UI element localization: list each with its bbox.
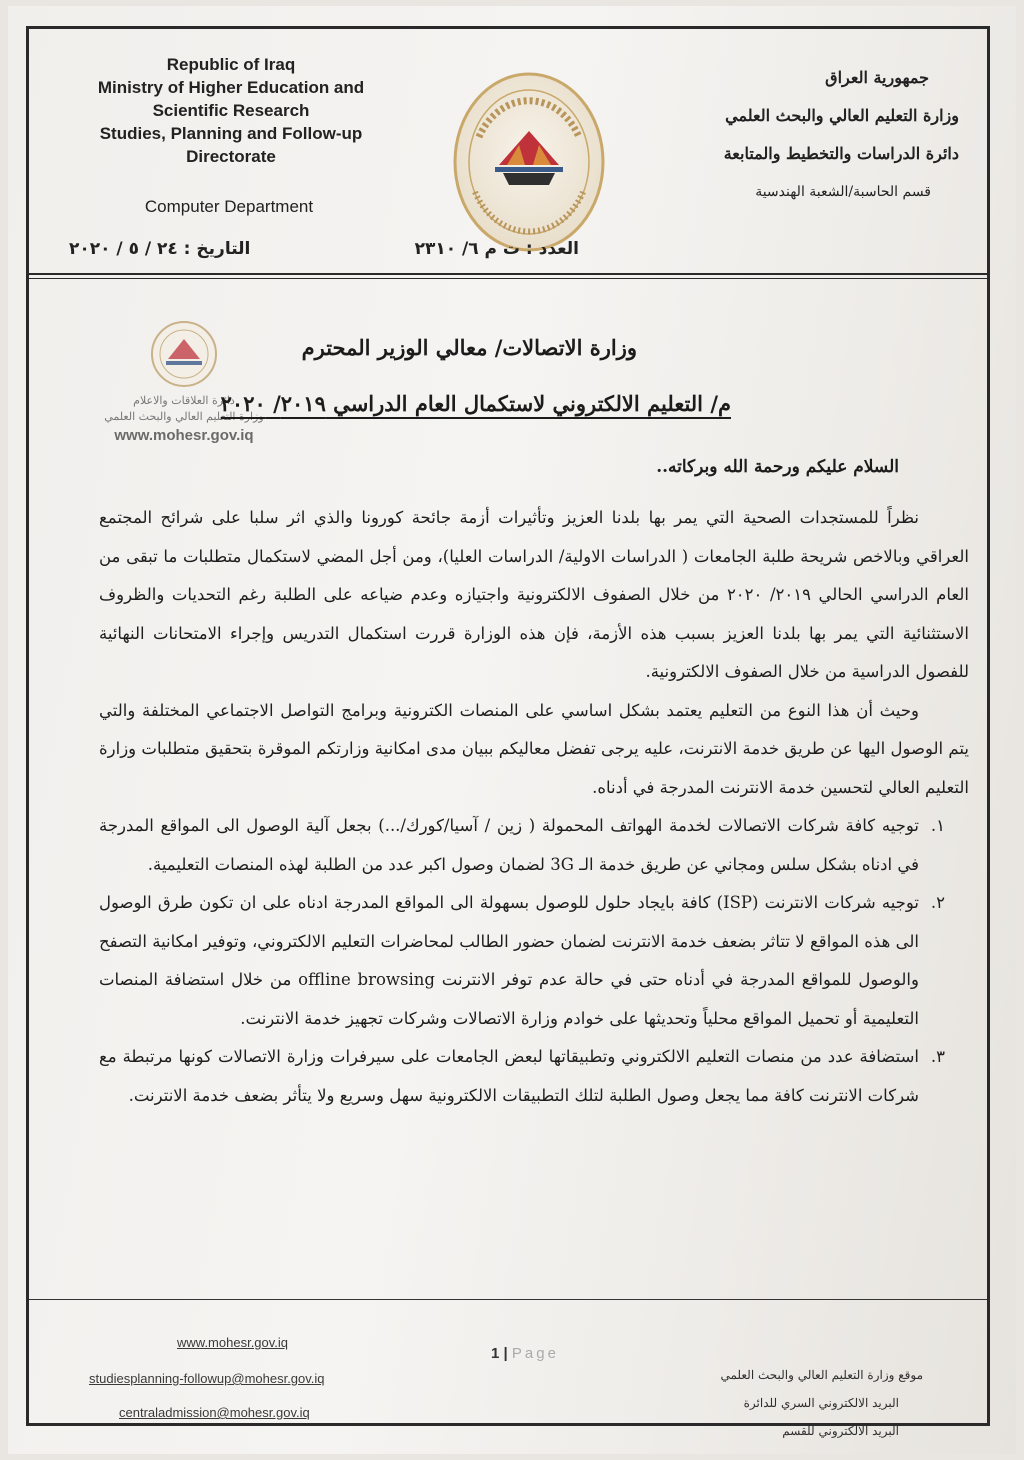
english-letterhead [51,53,411,168]
footer-label: البريد الالكتروني السري للدائرة [743,1396,899,1410]
department-email-link[interactable]: centraladmission@mohesr.gov.iq [119,1405,310,1420]
addressee: وزارة الاتصالات/ معالي الوزير المحترم [301,335,637,360]
request-list [99,807,969,1115]
paragraph: وحيث أن هذا النوع من التعليم يعتمد بشكل اساسي على المنصات الكترونية وبرامج التواصل الاجتماعي المختلفة والتي يتم الوصول اليها عن طريق خدمة الانترنت، عليه يرجى تفضل معاليكم ببيان مدى امكانية وزارتكم الموقرة بتحقيق متطلبات وزارة التعليم العالي لتحسين خدمة الانترنت المدرجة في أدناه. [99,700,969,797]
list-text: استضافة عدد من منصات التعليم الالكتروني وتطبيقاتها لبعض الجامعات على سيرفرات وزارة الاتصالات كونها مرتبطة مع شركات الانترنت كافة مما يجعل وصول الطلبة لتلك التطبيقات الالكترونية سهل وسريع ولا يتأثر بضعف خدمة الانترنت. [99,1047,919,1105]
ar-line: قسم الحاسبة/الشعبة الهندسية [755,184,931,200]
stamp-seal-icon [144,319,224,389]
page-border [26,26,990,1438]
stamp-url: www.mohesr.gov.iq [114,427,254,444]
en-line: Directorate [186,147,276,166]
stamp-text: وزارة التعليم العالي والبحث العلمي [104,410,264,423]
list-number: ١. [930,816,945,835]
reference-date: التاريخ : ٢٤ / ٥ / ٢٠٢٠ [69,239,251,259]
stamp-text: دائرة العلاقات والاعلام [133,394,235,407]
page-word: Page [511,1345,559,1362]
arabic-letterhead [639,59,959,211]
letter-page [8,6,1016,1454]
directorate-email-link[interactable]: studiesplanning-followup@mohesr.gov.iq [89,1371,325,1386]
footer-arabic-labels [663,1361,923,1445]
en-line: Scientific Research [152,101,310,120]
ar-line: وزارة التعليم العالي والبحث العلمي [725,106,959,125]
reference-number: العدد : ت م ٦/ ٢٣١٠ [414,239,579,259]
paragraph: نظراً للمستجدات الصحية التي يمر بها بلدنا العزيز وتأثيرات أزمة جائحة كورونا والذي اثر سلبا على شرائح المجتمع العراقي وبالاخص شريحة طلبة الجامعات ( الدراسات الاولية/ الدراسات العليا)، ومن أجل المضي لاستكمال متطلبات ما تبقى من العام الدراسي الحالي ٢٠١٩/ ٢٠٢٠ من خلال الصفوف الالكترونية واجتيازه وعدم ضياعه على الطلبة رغم التحديات والظروف الاستثنائية التي يمر بها بلدنا العزيز بسبب هذه الأزمة، فإن هذه الوزارة قررت استكمال التدريس وإجراء الامتحانات النهائية للفصول الدراسية من خلال الصفوف الالكترونية. [99,508,969,681]
ministry-seal-logo [449,67,609,257]
list-item [99,1038,945,1115]
footer-label: موقع وزارة التعليم العالي والبحث العلمي [720,1368,923,1382]
page-number-separator: | [503,1345,508,1362]
letter-body [99,499,969,1115]
english-department: Computer Department [144,197,314,216]
footer-label: البريد الالكتروني للقسم [782,1424,899,1438]
en-line: Studies, Planning and Follow-up [99,124,363,143]
en-line: Republic of Iraq [166,55,296,74]
seal-icon [449,67,609,257]
footer-divider [29,1299,987,1300]
list-number: ٣. [930,1047,945,1066]
page-number-value: 1 [491,1345,500,1362]
ar-line: دائرة الدراسات والتخطيط والمتابعة [723,144,959,163]
list-item [99,884,945,1038]
greeting: السلام عليكم ورحمة الله وبركاته.. [656,457,899,477]
reference-line [69,239,579,259]
ar-line: جمهورية العراق [825,68,929,87]
page-number [491,1345,559,1362]
header-divider-thin [29,278,987,279]
list-text: توجيه شركات الانترنت (ISP) كافة بايجاد حلول للوصول بسهولة الى المواقع المدرجة ادناه على ان تكون طرق الوصول الى هذه المواقع لا تتاثر بضعف خدمة الانترنت لضمان حضور الطالب لمحاضرات التعليم الالكتروني، وتوفير امكانية التصفح والوصول للمواقع المدرجة في أدناه حتى في حالة عدم توفر الانترنت offline browsing من خلال استضافة المنصات التعليمية أو تحميل المواقع محلياً وتحديثها على خوادم وزارة الاتصالات وشركات تجهيز خدمة الانترنت. [99,893,919,1028]
website-link[interactable]: www.mohesr.gov.iq [177,1335,289,1350]
list-number: ٢. [930,893,945,912]
en-line: Ministry of Higher Education and [97,78,365,97]
list-item [99,807,945,884]
subject-line: م/ التعليم الالكتروني لاستكمال العام الدراسي ٢٠١٩/ ٢٠٢٠ [220,391,731,416]
list-text: توجيه كافة شركات الاتصالات لخدمة الهواتف المحمولة ( زين / آسيا/كورك/...) بجعل آلية الوصول الى المواقع المدرجة في ادناه بشكل سلس ومجاني عن طريق خدمة الـ 3G لضمان وصول اكبر عدد من الطلبة لهذه المنصات التعليمية. [99,816,919,874]
header-divider [29,273,987,275]
